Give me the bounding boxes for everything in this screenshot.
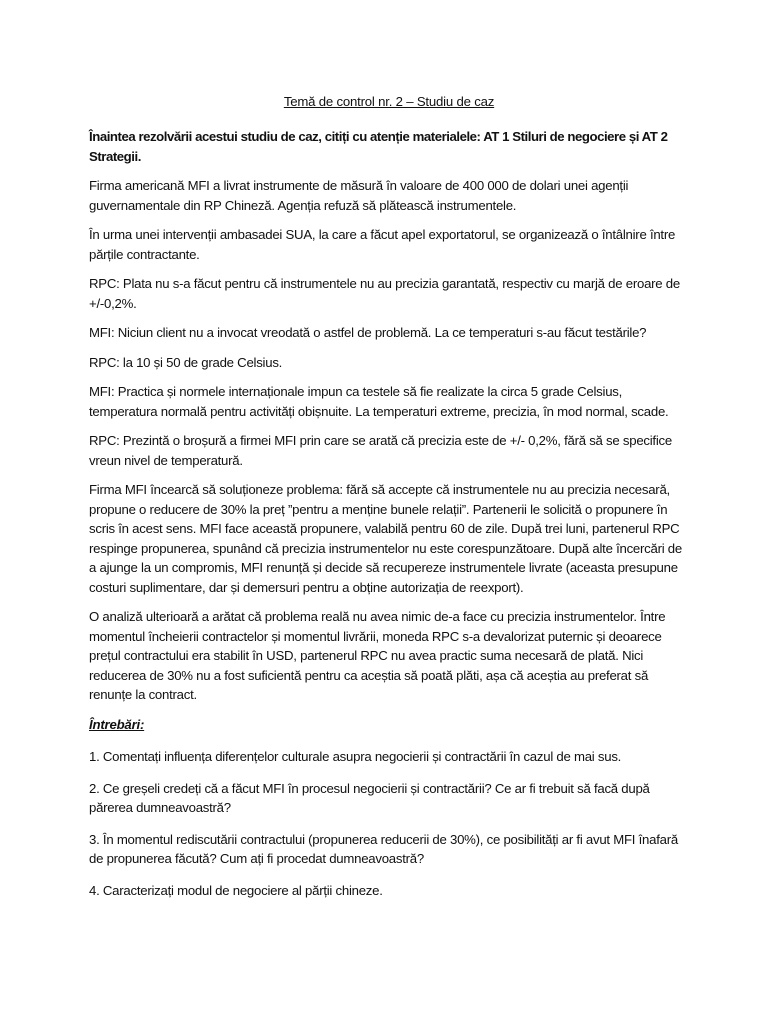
document-page: [89, 92, 689, 912]
intro-paragraph: Înaintea rezolvării acestui studiu de caz, citiți cu atenție materialele: AT 1 Stiluri de negociere și AT 2 Strategii.: [89, 129, 668, 164]
paragraph-analysis: O analiză ulterioară a arătat că problema reală nu avea nimic de-a face cu precizia instrumentelor. Între momentul încheierii contractelor și momentul livrării, moneda RPC s-a devalorizat puternic și deoarece prețul contractului era stabilit în USD, partenerul RPC nu avea practic suma necesară de plată. Nici reducerea de 30% nu a fost suficientă pentru ca aceștia să poată plăti, așa că aceștia au preferat să renunțe la contract.: [89, 609, 666, 702]
question-2: 2. Ce greșeli credeți că a făcut MFI în procesul negocierii și contractării? Ce ar fi trebuit să facă după părerea dumneavoastră?: [89, 780, 650, 815]
paragraph-resolution-attempt: Firma MFI încearcă să soluționeze problema: fără să accepte că instrumentele nu au precizia necesară, propune o reducere de 30% la preț ”pentru a menține bunele relații”. Partenerii le solicită o propunere în scris în acest sens. MFI face această propunere, valabilă pentru 60 de zile. După trei luni, partenerul RPC respinge propunerea, spunând că precizia instrumentelor nu este corespunzătoare. După alte încercări de a ajunge la un compromis, MFI renunță și decide să recupereze instrumentele livrate (aceasta presupune costuri suplimentare, dar și demersuri pentru a obține autorizația de reexport).: [89, 482, 682, 595]
dialogue-mfi-1: MFI: Niciun client nu a invocat vreodată o astfel de problemă. La ce temperaturi s-au făcut testările?: [89, 325, 647, 340]
dialogue-rpc-1: RPC: Plata nu s-a făcut pentru că instrumentele nu au precizia garantată, respectiv cu marjă de eroare de +/-0,2%.: [89, 276, 680, 311]
document-title: Temă de control nr. 2 – Studiu de caz: [283, 94, 495, 109]
question-3: 3. În momentul rediscutării contractului (propunerea reducerii de 30%), ce posibilități ar fi avut MFI înafară de propunerea făcută? Cum ați fi procedat dumneavoastră?: [89, 831, 678, 866]
question-4: 4. Caracterizați modul de negociere al părții chineze.: [89, 882, 383, 898]
dialogue-rpc-3: RPC: Prezintă o broșură a firmei MFI prin care se arată că precizia este de +/- 0,2%, fără să se specifice vreun nivel de temperatură.: [89, 433, 672, 468]
questions-heading: Întrebări:: [89, 716, 145, 732]
dialogue-rpc-2: RPC: la 10 și 50 de grade Celsius.: [89, 354, 283, 370]
paragraph-context-2: În urma unei intervenții ambasadei SUA, la care a făcut apel exportatorul, se organizează o întâlnire între părțile contractante.: [89, 227, 676, 262]
question-1: 1. Comentați influența diferențelor culturale asupra negocierii și contractării în cazul de mai sus.: [89, 749, 622, 764]
dialogue-mfi-2: MFI: Practica și normele internaționale impun ca testele să fie realizate la circa 5 grade Celsius, temperatura normală pentru activități obișnuite. La temperaturi extreme, precizia, în mod normal, scade.: [89, 384, 669, 419]
paragraph-context-1: Firma americană MFI a livrat instrumente de măsură în valoare de 400 000 de dolari unei agenții guvernamentale din RP Chineză. Agenția refuză să plătească instrumentele.: [89, 178, 629, 213]
